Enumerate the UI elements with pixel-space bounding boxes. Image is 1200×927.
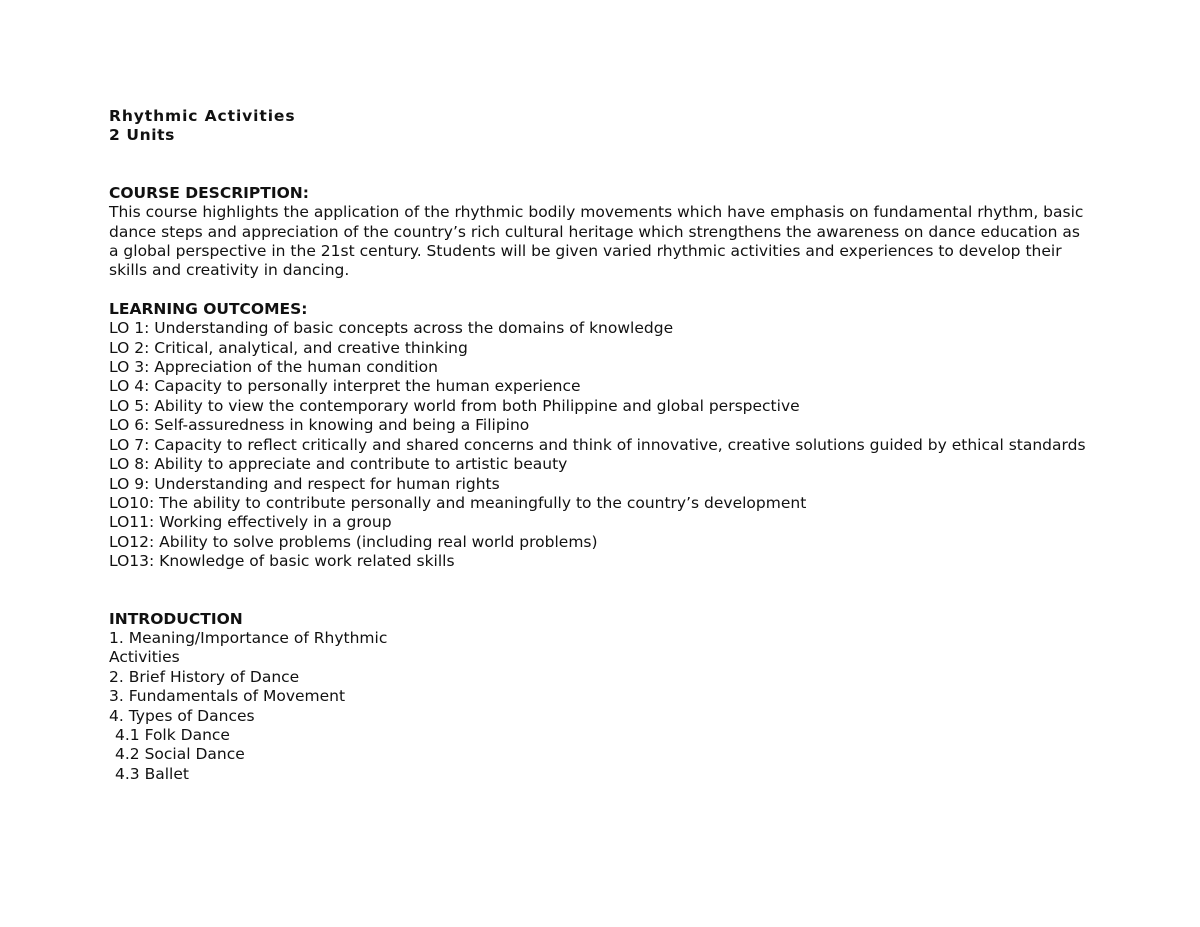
- introduction-sub-item: 4.2 Social Dance: [115, 745, 245, 764]
- introduction-sub-item: 4.1 Folk Dance: [115, 725, 230, 744]
- document-page: [109, 107, 1094, 784]
- spacer: [109, 146, 1094, 184]
- course-units: 2 Units: [109, 126, 175, 145]
- introduction-item: [109, 629, 1094, 668]
- learning-outcome-item: LO11: Working effectively in a group: [109, 513, 392, 532]
- learning-outcome-item: LO 2: Critical, analytical, and creative thinking: [109, 338, 468, 357]
- learning-outcome-item: LO 6: Self-assuredness in knowing and being a Filipino: [109, 416, 530, 435]
- introduction-item: 2. Brief History of Dance: [109, 667, 300, 686]
- learning-outcome-item: LO10: The ability to contribute personally and meaningfully to the country’s development: [109, 493, 807, 512]
- learning-outcomes-list: [109, 319, 1094, 571]
- introduction-item-label: 1. Meaning/Importance of Rhythmic Activities: [109, 628, 388, 667]
- course-description-heading: COURSE DESCRIPTION:: [109, 183, 309, 202]
- course-title: Rhythmic Activities: [109, 107, 296, 125]
- learning-outcome-item: LO 7: Capacity to reflect critically and shared concerns and think of innovative, creative solutions guided by ethical standards: [109, 435, 1086, 454]
- learning-outcome-item: LO 4: Capacity to personally interpret the human experience: [109, 377, 581, 396]
- learning-outcome-item: LO 9: Understanding and respect for human rights: [109, 474, 500, 493]
- introduction-list: [109, 629, 1094, 784]
- introduction-sub-item: 4.3 Ballet: [115, 764, 189, 783]
- spacer: [109, 572, 1094, 610]
- introduction-item: 3. Fundamentals of Movement: [109, 687, 346, 706]
- learning-outcome-item: LO 1: Understanding of basic concepts across the domains of knowledge: [109, 319, 674, 338]
- spacer: [109, 281, 1094, 300]
- learning-outcome-item: LO12: Ability to solve problems (including real world problems): [109, 532, 598, 551]
- learning-outcome-item: LO13: Knowledge of basic work related skills: [109, 552, 455, 571]
- introduction-item: 4. Types of Dances: [109, 706, 255, 725]
- introduction-heading: INTRODUCTION: [109, 609, 243, 628]
- learning-outcome-item: LO 5: Ability to view the contemporary world from both Philippine and global perspective: [109, 396, 800, 415]
- learning-outcome-item: LO 3: Appreciation of the human condition: [109, 358, 438, 377]
- learning-outcome-item: LO 8: Ability to appreciate and contribute to artistic beauty: [109, 455, 568, 474]
- course-description-text: This course highlights the application of the rhythmic bodily movements which have emphasis on fundamental rhythm, basic dance steps and appreciation of the country’s rich cultural heritage which strengthens the awareness on dance education as a global perspective in the 21st century. Students will be given varied rhythmic activities and experiences to develop their skills and creativity in dancing.: [109, 203, 1084, 280]
- learning-outcomes-heading: LEARNING OUTCOMES:: [109, 299, 308, 318]
